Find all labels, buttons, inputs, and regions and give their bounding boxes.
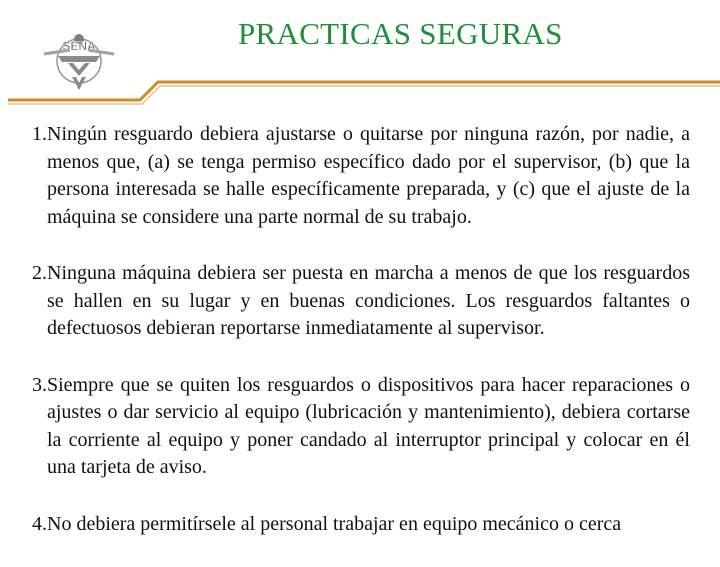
item-number: 4. [32, 512, 47, 535]
item-number: 2. [32, 262, 47, 284]
sena-logo [38, 30, 118, 92]
list-item [32, 372, 690, 482]
item-text: No debiera permitírsele al personal trabajar en equipo mecánico o cerca [47, 512, 622, 535]
item-text: Ningún resguardo debiera ajustarse o quitarse por ninguna razón, por nadie, a menos que, (a) se tenga permiso específico dado por el supervisor, (b) que la persona interesada se halle específicamente preparada, y (c) que el ajuste de la máquina se considere una parte normal de su trabajo. [47, 123, 690, 228]
item-text: Ninguna máquina debiera ser puesta en marcha a menos de que los resguardos se hallen en su lugar y en buenas condiciones. Los resguardos faltantes o defectuosos debieran reportarse inmediatamente al supervisor. [47, 262, 690, 339]
item-number: 1. [32, 123, 47, 145]
logo-text: SENA [62, 39, 96, 53]
practices-list [32, 121, 690, 567]
item-text: Siempre que se quiten los resguardos o dispositivos para hacer reparaciones o ajustes o dar servicio al equipo (lubricación y mantenimiento), debiera cortarse la corriente al equipo y poner candado al interruptor principal y colocar en él una tarjeta de aviso. [47, 373, 690, 478]
list-item [32, 511, 690, 539]
list-item [32, 121, 690, 231]
item-number: 3. [32, 373, 47, 396]
page-title: PRACTICAS SEGURAS [238, 16, 563, 51]
list-item [32, 260, 690, 343]
